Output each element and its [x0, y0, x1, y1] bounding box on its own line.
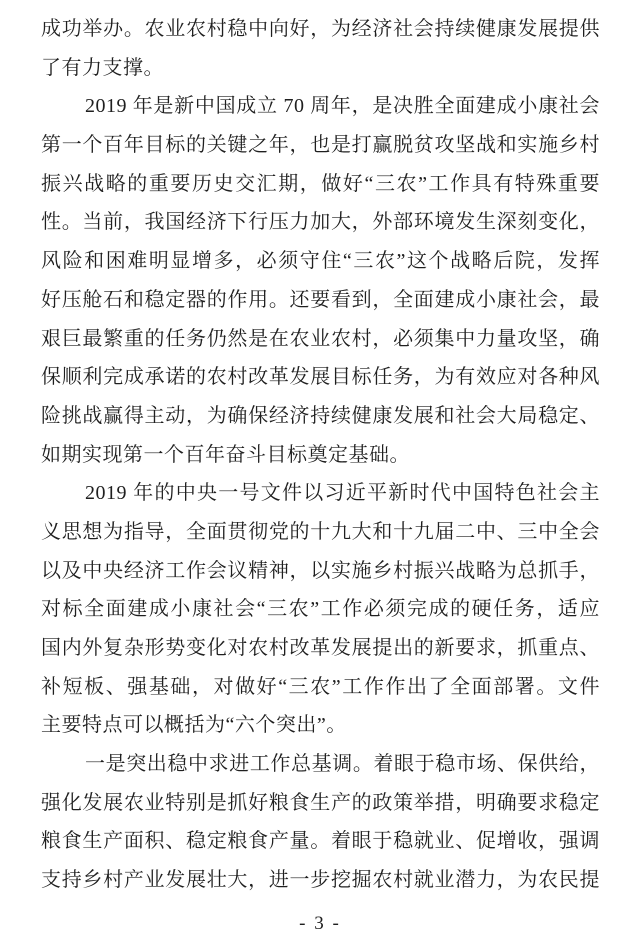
text-line: 以及中央经济工作会议精神，以实施乡村振兴战略为总抓手， [41, 559, 600, 582]
text-line: 性。当前，我国经济下行压力加大，外部环境发生深刻变化， [41, 211, 600, 234]
text-line: 国内外复杂形势变化对农村改革发展提出的新要求，抓重点、 [41, 637, 600, 659]
text-line: 义思想为指导，全面贯彻党的十九大和十九届二中、三中全会 [41, 520, 600, 543]
text-line: 保顺利完成承诺的农村改革发展目标任务，为有效应对各种风 [41, 366, 600, 389]
text-block [41, 10, 600, 900]
text-line: 险挑战赢得主动，为确保经济持续健康发展和社会大局稳定、 [41, 404, 600, 427]
text-line: 振兴战略的重要历史交汇期，做好“三农”工作具有特殊重要 [41, 172, 600, 195]
text-line: 强化发展农业特别是抓好粮食生产的政策举措，明确要求稳定 [41, 791, 600, 814]
text-line: 粮食生产面积、稳定粮食产量。着眼于稳就业、促增收，强调 [41, 830, 600, 853]
text-line: 成功举办。农业农村稳中向好，为经济社会持续健康发展提供 [41, 18, 600, 40]
text-line: 补短板、强基础，对做好“三农”工作作出了全面部署。文件 [41, 675, 600, 698]
text-line: 2019 年是新中国成立 70 周年，是决胜全面建成小康社会 [85, 95, 600, 118]
page-number: - 3 - [299, 913, 341, 934]
text-line: 一是突出稳中求进工作总基调。着眼于稳市场、保供给， [85, 753, 600, 776]
text-line: 第一个百年目标的关键之年，也是打赢脱贫攻坚战和实施乡村 [41, 134, 600, 157]
text-line: 如期实现第一个百年奋斗目标奠定基础。 [41, 443, 410, 466]
text-line: 2019 年的中央一号文件以习近平新时代中国特色社会主 [85, 482, 600, 505]
page-footer [0, 913, 640, 935]
text-line: 主要特点可以概括为“六个突出”。 [41, 714, 347, 737]
text-line: 好压舱石和稳定器的作用。还要看到，全面建成小康社会，最 [41, 288, 600, 311]
text-line: 支持乡村产业发展壮大，进一步挖掘农村就业潜力，为农民提 [41, 869, 600, 892]
text-line: 风险和困难明显增多，必须守住“三农”这个战略后院，发挥 [41, 250, 600, 273]
text-line: 了有力支撑。 [41, 56, 164, 79]
text-line: 对标全面建成小康社会“三农”工作必须完成的硬任务，适应 [41, 598, 600, 621]
text-line: 艰巨最繁重的任务仍然是在农业农村，必须集中力量攻坚，确 [41, 327, 600, 350]
